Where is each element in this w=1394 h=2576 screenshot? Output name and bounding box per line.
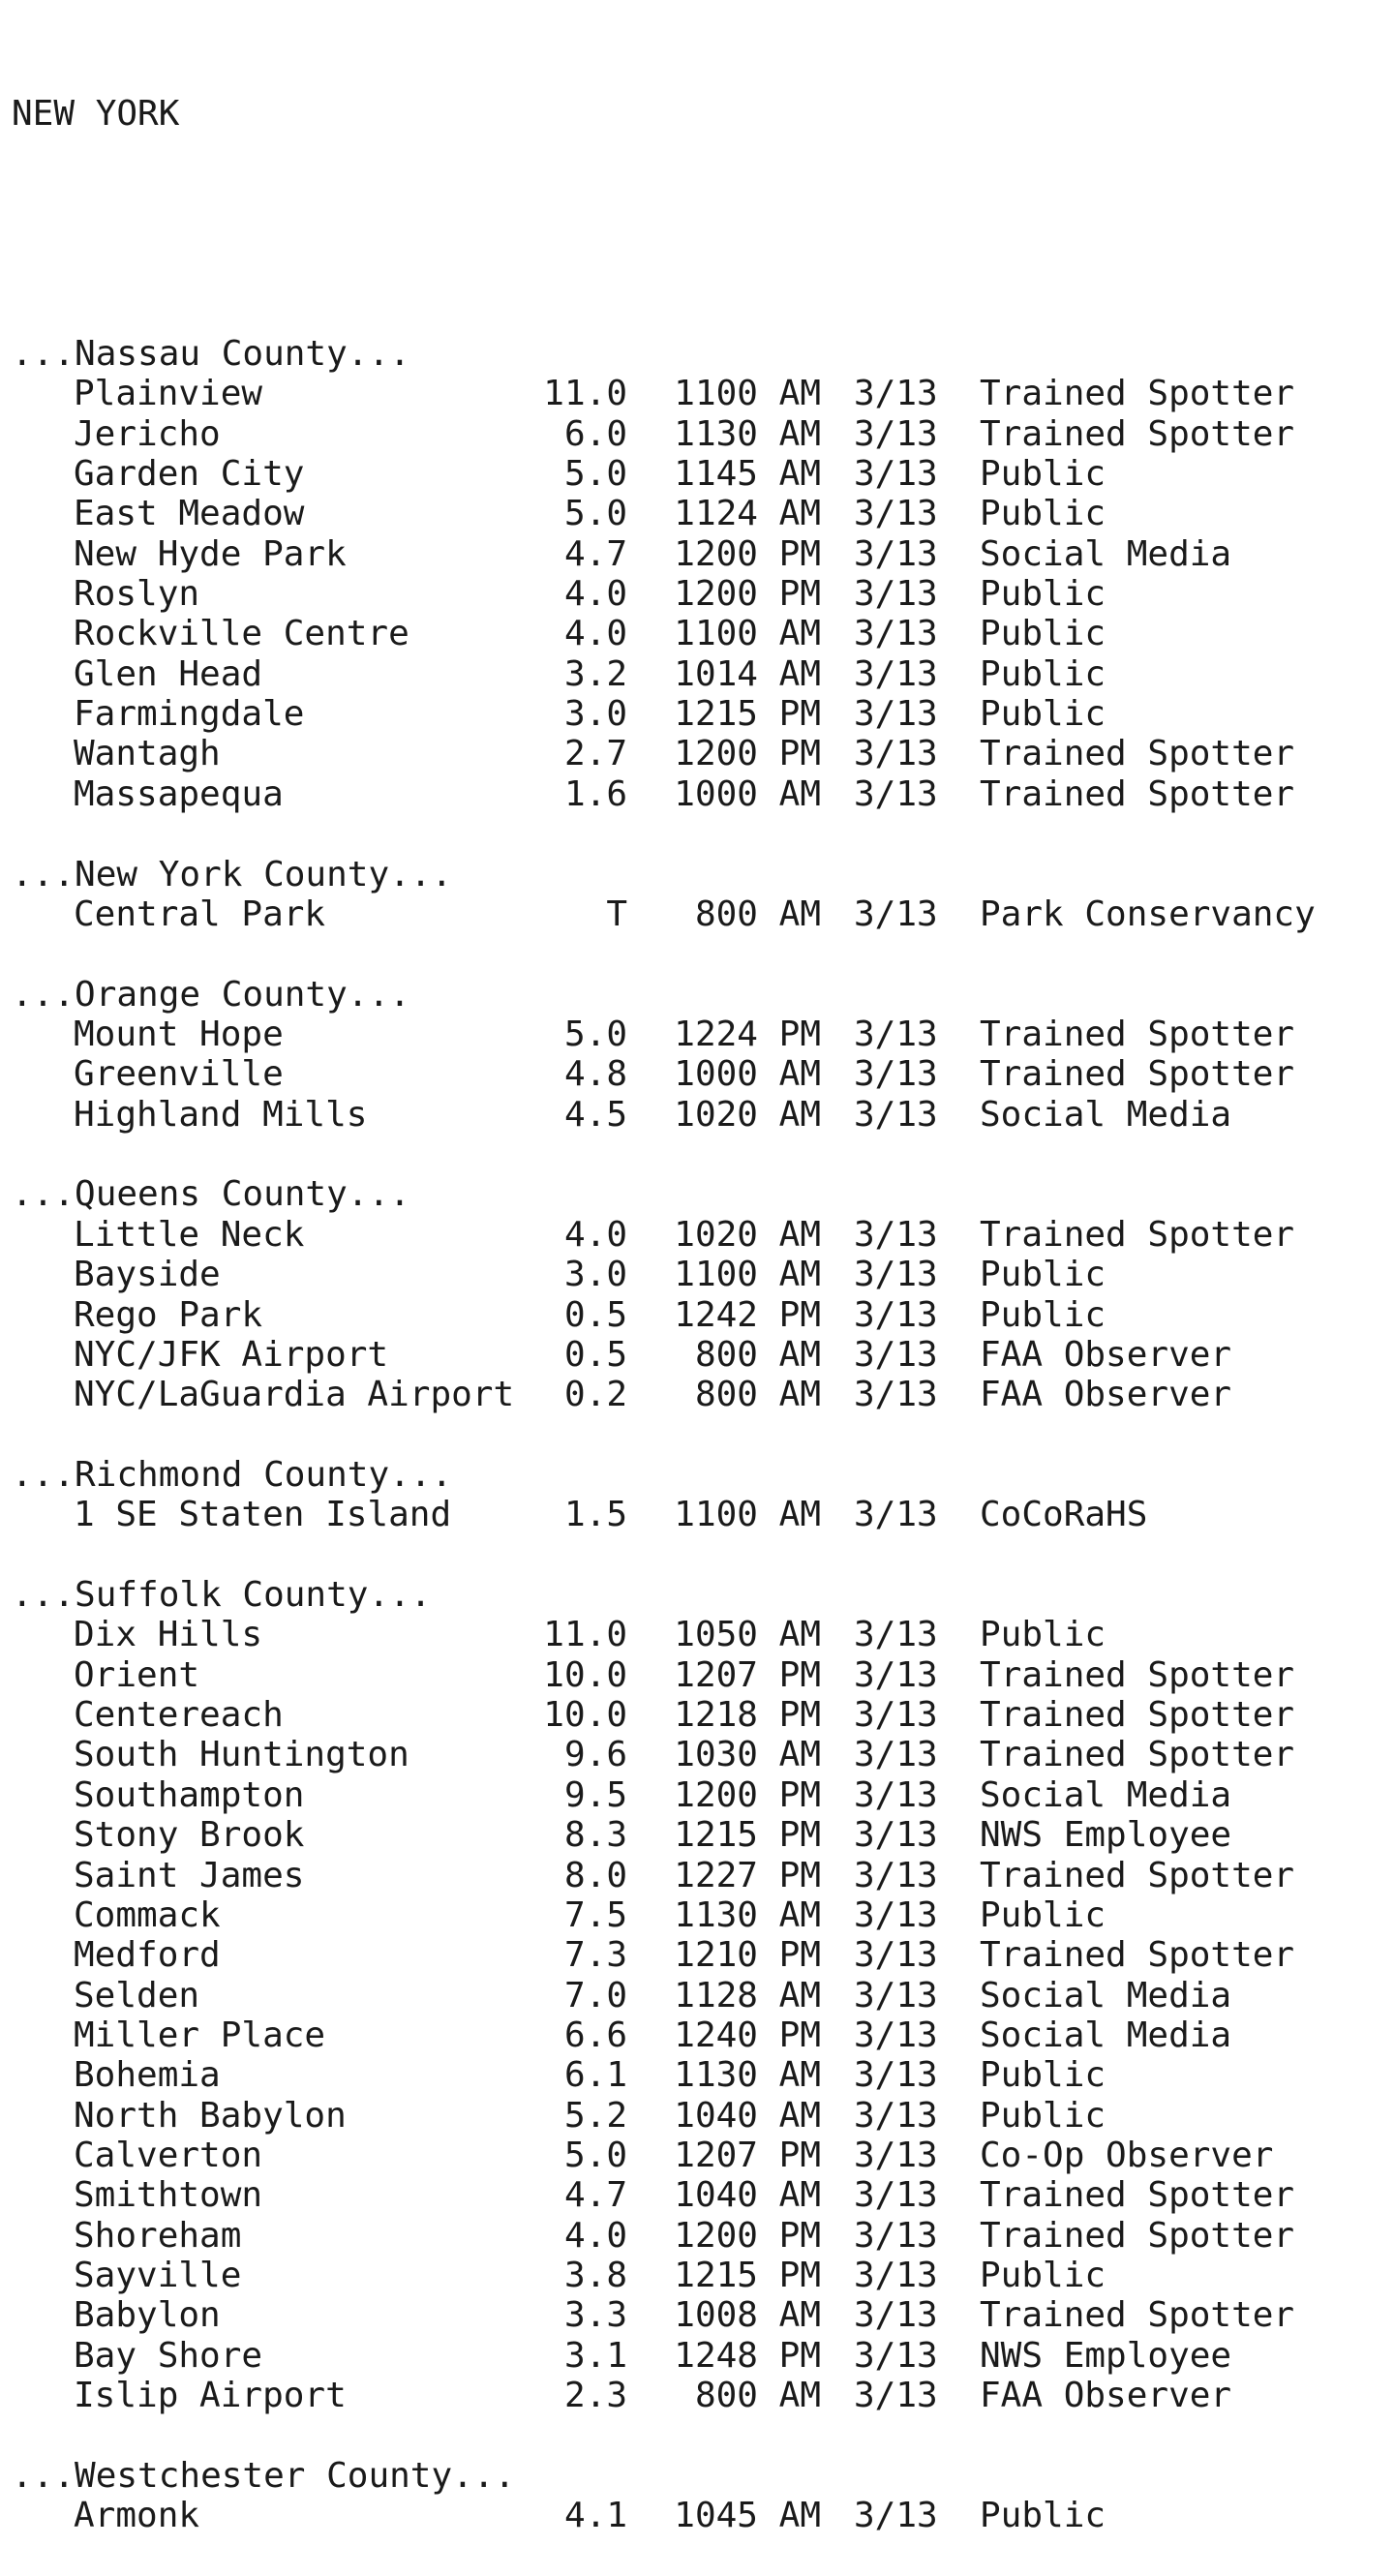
location-cell: South Huntington (74, 1735, 409, 1775)
location-cell: Glen Head (74, 653, 263, 694)
source-cell: FAA Observer (980, 2376, 1232, 2416)
report-row (12, 2015, 1386, 2055)
amount-cell: 5.2 (563, 2095, 627, 2136)
amount-cell: 10.0 (543, 1695, 627, 1736)
date-cell: 3/13 (854, 533, 938, 574)
date-cell: 3/13 (854, 2095, 938, 2136)
date-cell: 3/13 (854, 1935, 938, 1976)
report-row (12, 1255, 1386, 1294)
source-cell: Public (980, 494, 1106, 534)
report-row (12, 454, 1386, 494)
source-cell: Public (980, 1294, 1106, 1335)
blank-line (12, 814, 1386, 854)
blank-line (12, 214, 1386, 254)
location-cell: Selden (74, 1975, 200, 2015)
time-cell: 1207 PM (674, 1654, 821, 1695)
time-cell: 1040 AM (674, 2095, 821, 2136)
time-cell: 800 AM (694, 2376, 821, 2416)
date-cell: 3/13 (854, 1334, 938, 1375)
amount-cell: 5.0 (563, 2136, 627, 2176)
time-cell: 1242 PM (674, 1294, 821, 1335)
date-cell: 3/13 (854, 1094, 938, 1135)
report-row (12, 2096, 1386, 2136)
amount-cell: 6.0 (563, 413, 627, 454)
amount-cell: 10.0 (543, 1654, 627, 1695)
amount-cell: 11.0 (543, 1615, 627, 1655)
location-cell: Babylon (74, 2295, 221, 2336)
county-header: ...Orange County... (12, 974, 410, 1015)
time-cell: 1200 PM (674, 1774, 821, 1815)
blank-line (12, 1415, 1386, 1455)
amount-cell: 4.0 (563, 574, 627, 615)
location-cell: Bayside (74, 1255, 221, 1295)
report-row (12, 2175, 1386, 2215)
state-heading: NEW YORK (12, 93, 180, 134)
report-row (12, 1815, 1386, 1855)
amount-cell: 0.5 (563, 1334, 627, 1375)
source-cell: Public (980, 614, 1106, 654)
location-cell: Central Park (74, 894, 326, 934)
date-cell: 3/13 (854, 1375, 938, 1415)
amount-cell: 4.7 (563, 2175, 627, 2216)
location-cell: Smithtown (74, 2175, 263, 2216)
source-cell: NWS Employee (980, 2335, 1232, 2376)
date-cell: 3/13 (854, 1495, 938, 1535)
time-cell: 800 AM (694, 1334, 821, 1375)
report-row (12, 694, 1386, 734)
time-cell: 1227 PM (674, 1855, 821, 1895)
source-cell: Public (980, 2055, 1106, 2096)
time-cell: 1130 AM (674, 1894, 821, 1935)
location-cell: Shoreham (74, 2215, 242, 2256)
report-row (12, 2496, 1386, 2535)
report-row (12, 1856, 1386, 1895)
report-row (12, 1215, 1386, 1255)
date-cell: 3/13 (854, 1855, 938, 1895)
date-cell: 3/13 (854, 734, 938, 774)
time-cell: 1128 AM (674, 1975, 821, 2015)
source-cell: Trained Spotter (980, 773, 1295, 814)
source-cell: Public (980, 1615, 1106, 1655)
date-cell: 3/13 (854, 574, 938, 615)
date-cell: 3/13 (854, 894, 938, 934)
source-cell: FAA Observer (980, 1334, 1232, 1375)
source-cell: Trained Spotter (980, 734, 1295, 774)
report-row (12, 1495, 1386, 1534)
location-cell: Massapequa (74, 773, 284, 814)
amount-cell: 3.0 (563, 694, 627, 735)
report-row (12, 574, 1386, 614)
location-cell: Centereach (74, 1695, 284, 1736)
location-cell: Commack (74, 1894, 221, 1935)
report-row (12, 2376, 1386, 2415)
amount-cell: 4.0 (563, 614, 627, 654)
location-cell: Rego Park (74, 1294, 263, 1335)
report-row (12, 614, 1386, 653)
amount-cell: 4.7 (563, 533, 627, 574)
date-cell: 3/13 (854, 1214, 938, 1255)
time-cell: 1008 AM (674, 2295, 821, 2336)
amount-cell: 4.0 (563, 1214, 627, 1255)
date-cell: 3/13 (854, 2055, 938, 2096)
report-row (12, 894, 1386, 934)
location-cell: Saint James (74, 1855, 305, 1895)
date-cell: 3/13 (854, 2215, 938, 2256)
amount-cell: 6.1 (563, 2055, 627, 2096)
time-cell: 1218 PM (674, 1695, 821, 1736)
location-cell: Miller Place (74, 2015, 326, 2055)
date-cell: 3/13 (854, 1735, 938, 1775)
amount-cell: 3.1 (563, 2335, 627, 2376)
date-cell: 3/13 (854, 1975, 938, 2015)
date-cell: 3/13 (854, 2295, 938, 2336)
amount-cell: 5.0 (563, 494, 627, 534)
time-cell: 1020 AM (674, 1094, 821, 1135)
time-cell: 1215 PM (674, 1815, 821, 1856)
source-cell: Social Media (980, 2015, 1232, 2055)
date-cell: 3/13 (854, 2015, 938, 2055)
blank-line (12, 2416, 1386, 2456)
county-header: ...Suffolk County... (12, 1575, 432, 1616)
date-cell: 3/13 (854, 453, 938, 494)
time-cell: 1240 PM (674, 2015, 821, 2055)
amount-cell: 6.6 (563, 2015, 627, 2055)
location-cell: Farmingdale (74, 694, 305, 735)
source-cell: Trained Spotter (980, 1014, 1295, 1054)
time-cell: 1040 AM (674, 2175, 821, 2216)
location-cell: Rockville Centre (74, 614, 409, 654)
amount-cell: 0.2 (563, 1375, 627, 1415)
source-cell: Co-Op Observer (980, 2136, 1274, 2176)
location-cell: North Babylon (74, 2095, 347, 2136)
report-row (12, 1655, 1386, 1695)
source-cell: NWS Employee (980, 1815, 1232, 1856)
county-header: ...Richmond County... (12, 1454, 453, 1495)
location-cell: Southampton (74, 1774, 305, 1815)
time-cell: 800 AM (694, 894, 821, 934)
date-cell: 3/13 (854, 1054, 938, 1095)
date-cell: 3/13 (854, 494, 938, 534)
amount-cell: 9.6 (563, 1735, 627, 1775)
report-row (12, 2295, 1386, 2335)
location-cell: Armonk (74, 2496, 200, 2536)
date-cell: 3/13 (854, 1695, 938, 1736)
date-cell: 3/13 (854, 653, 938, 694)
blank-line (12, 1135, 1386, 1174)
location-cell: Little Neck (74, 1214, 305, 1255)
source-cell: Public (980, 1894, 1106, 1935)
time-cell: 1145 AM (674, 453, 821, 494)
time-cell: 1000 AM (674, 773, 821, 814)
amount-cell: 4.5 (563, 1094, 627, 1135)
report-row (12, 734, 1386, 773)
time-cell: 1210 PM (674, 1935, 821, 1976)
time-cell: 1224 PM (674, 1014, 821, 1054)
amount-cell: 7.0 (563, 1975, 627, 2015)
blank-line (12, 1535, 1386, 1575)
location-cell: Bay Shore (74, 2335, 263, 2376)
time-cell: 1100 AM (674, 614, 821, 654)
source-cell: Public (980, 2496, 1106, 2536)
report-row (12, 414, 1386, 454)
time-cell: 1030 AM (674, 1735, 821, 1775)
report-row (12, 1895, 1386, 1935)
report-row (12, 1976, 1386, 2015)
report-row (12, 1695, 1386, 1735)
time-cell: 1100 AM (674, 1255, 821, 1295)
amount-cell: 0.5 (563, 1294, 627, 1335)
time-cell: 800 AM (694, 1375, 821, 1415)
time-cell: 1248 PM (674, 2335, 821, 2376)
county-header: ...Nassau County... (12, 333, 410, 374)
amount-cell: 2.3 (563, 2376, 627, 2416)
location-cell: NYC/LaGuardia Airport (74, 1375, 515, 1415)
source-cell: Trained Spotter (980, 1214, 1295, 1255)
source-cell: Trained Spotter (980, 2295, 1295, 2336)
date-cell: 3/13 (854, 2256, 938, 2296)
report-row (12, 534, 1386, 574)
report-row (12, 374, 1386, 413)
time-cell: 1215 PM (674, 694, 821, 735)
source-cell: Park Conservancy (980, 894, 1316, 934)
report-row (12, 1935, 1386, 1975)
location-cell: Garden City (74, 453, 305, 494)
time-cell: 1200 PM (674, 574, 821, 615)
date-cell: 3/13 (854, 1654, 938, 1695)
report-row (12, 2136, 1386, 2175)
report-row (12, 2336, 1386, 2376)
location-cell: Dix Hills (74, 1615, 263, 1655)
date-cell: 3/13 (854, 1255, 938, 1295)
location-cell: Wantagh (74, 734, 221, 774)
time-cell: 1014 AM (674, 653, 821, 694)
location-cell: Mount Hope (74, 1014, 284, 1054)
county-list (12, 334, 1386, 2536)
date-cell: 3/13 (854, 2335, 938, 2376)
amount-cell: 8.0 (563, 1855, 627, 1895)
report-row (12, 494, 1386, 533)
date-cell: 3/13 (854, 2136, 938, 2176)
source-cell: CoCoRaHS (980, 1495, 1148, 1535)
amount-cell: 7.5 (563, 1894, 627, 1935)
amount-cell: 3.0 (563, 1255, 627, 1295)
time-cell: 1215 PM (674, 2256, 821, 2296)
date-cell: 3/13 (854, 1815, 938, 1856)
source-cell: Public (980, 694, 1106, 735)
report-row (12, 1054, 1386, 1094)
location-cell: Sayville (74, 2256, 242, 2296)
location-cell: New Hyde Park (74, 533, 347, 574)
source-cell: Social Media (980, 533, 1232, 574)
source-cell: Trained Spotter (980, 2175, 1295, 2216)
date-cell: 3/13 (854, 2175, 938, 2216)
amount-cell: 4.1 (563, 2496, 627, 2536)
time-cell: 1050 AM (674, 1615, 821, 1655)
location-cell: Medford (74, 1935, 221, 1976)
amount-cell: 4.8 (563, 1054, 627, 1095)
date-cell: 3/13 (854, 1774, 938, 1815)
location-cell: Orient (74, 1654, 200, 1695)
source-cell: Trained Spotter (980, 1654, 1295, 1695)
date-cell: 3/13 (854, 2496, 938, 2536)
date-cell: 3/13 (854, 1014, 938, 1054)
location-cell: Bohemia (74, 2055, 221, 2096)
date-cell: 3/13 (854, 1615, 938, 1655)
location-cell: Plainview (74, 374, 263, 414)
amount-cell: T (606, 894, 627, 934)
report-row (12, 654, 1386, 694)
report-row (12, 2055, 1386, 2095)
source-cell: Social Media (980, 1975, 1232, 2015)
report-row (12, 1095, 1386, 1135)
report-row (12, 774, 1386, 814)
source-cell: FAA Observer (980, 1375, 1232, 1415)
amount-cell: 5.0 (563, 453, 627, 494)
source-cell: Public (980, 453, 1106, 494)
report-row (12, 1375, 1386, 1414)
time-cell: 1124 AM (674, 494, 821, 534)
source-cell: Social Media (980, 1094, 1232, 1135)
time-cell: 1045 AM (674, 2496, 821, 2536)
location-cell: Jericho (74, 413, 221, 454)
amount-cell: 2.7 (563, 734, 627, 774)
report-row (12, 2256, 1386, 2295)
location-cell: 1 SE Staten Island (74, 1495, 452, 1535)
location-cell: Highland Mills (74, 1094, 368, 1135)
blank-line (12, 934, 1386, 974)
source-cell: Public (980, 1255, 1106, 1295)
report-row (12, 2216, 1386, 2256)
date-cell: 3/13 (854, 374, 938, 414)
time-cell: 1100 AM (674, 1495, 821, 1535)
time-cell: 1200 PM (674, 734, 821, 774)
date-cell: 3/13 (854, 413, 938, 454)
report-row (12, 1775, 1386, 1815)
time-cell: 1020 AM (674, 1214, 821, 1255)
date-cell: 3/13 (854, 614, 938, 654)
amount-cell: 1.6 (563, 773, 627, 814)
source-cell: Trained Spotter (980, 1855, 1295, 1895)
location-cell: Roslyn (74, 574, 200, 615)
source-cell: Trained Spotter (980, 1935, 1295, 1976)
source-cell: Public (980, 653, 1106, 694)
date-cell: 3/13 (854, 1894, 938, 1935)
source-cell: Trained Spotter (980, 1695, 1295, 1736)
date-cell: 3/13 (854, 1294, 938, 1335)
location-cell: Islip Airport (74, 2376, 347, 2416)
county-header: ...Queens County... (12, 1174, 410, 1215)
source-cell: Trained Spotter (980, 1735, 1295, 1775)
amount-cell: 1.5 (563, 1495, 627, 1535)
amount-cell: 7.3 (563, 1935, 627, 1976)
source-cell: Public (980, 2256, 1106, 2296)
report-row (12, 1735, 1386, 1774)
source-cell: Public (980, 574, 1106, 615)
report-row (12, 1295, 1386, 1335)
source-cell: Trained Spotter (980, 1054, 1295, 1095)
report-row (12, 1015, 1386, 1054)
county-header: ...Westchester County... (12, 2455, 516, 2496)
location-cell: East Meadow (74, 494, 305, 534)
date-cell: 3/13 (854, 694, 938, 735)
location-cell: Stony Brook (74, 1815, 305, 1856)
snowfall-report (12, 14, 1386, 2576)
source-cell: Trained Spotter (980, 413, 1295, 454)
source-cell: Trained Spotter (980, 374, 1295, 414)
amount-cell: 3.2 (563, 653, 627, 694)
date-cell: 3/13 (854, 2376, 938, 2416)
source-cell: Public (980, 2095, 1106, 2136)
county-header: ...New York County... (12, 854, 453, 894)
location-cell: Calverton (74, 2136, 263, 2176)
amount-cell: 8.3 (563, 1815, 627, 1856)
amount-cell: 11.0 (543, 374, 627, 414)
amount-cell: 3.8 (563, 2256, 627, 2296)
time-cell: 1130 AM (674, 2055, 821, 2096)
time-cell: 1200 PM (674, 2215, 821, 2256)
report-row (12, 1615, 1386, 1654)
time-cell: 1130 AM (674, 413, 821, 454)
date-cell: 3/13 (854, 773, 938, 814)
report-row (12, 1335, 1386, 1375)
amount-cell: 3.3 (563, 2295, 627, 2336)
source-cell: Trained Spotter (980, 2215, 1295, 2256)
time-cell: 1100 AM (674, 374, 821, 414)
location-cell: NYC/JFK Airport (74, 1334, 389, 1375)
time-cell: 1200 PM (674, 533, 821, 574)
amount-cell: 4.0 (563, 2215, 627, 2256)
source-cell: Social Media (980, 1774, 1232, 1815)
amount-cell: 5.0 (563, 1014, 627, 1054)
amount-cell: 9.5 (563, 1774, 627, 1815)
time-cell: 1207 PM (674, 2136, 821, 2176)
location-cell: Greenville (74, 1054, 284, 1095)
time-cell: 1000 AM (674, 1054, 821, 1095)
